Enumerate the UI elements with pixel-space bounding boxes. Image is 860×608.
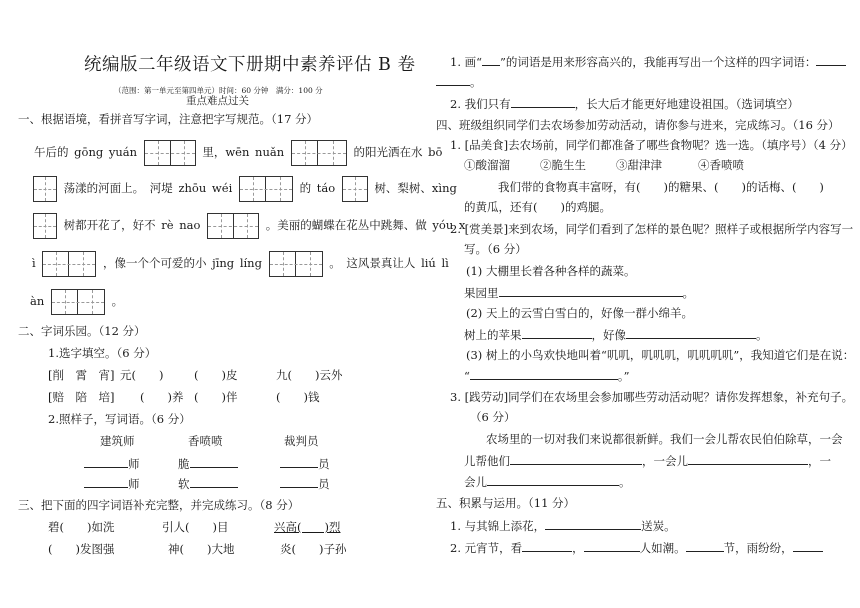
word-prefix: 软 (178, 477, 190, 491)
q1-line3 (32, 210, 465, 240)
q2-blank[interactable]: ( )养 (140, 390, 184, 404)
fill-line-birds (464, 368, 630, 384)
underline-mark (482, 54, 500, 66)
answer-blank[interactable] (522, 540, 572, 552)
q2-blank[interactable]: ( )伴 (194, 390, 238, 404)
example-sentence-1: (1) 大棚里长着各种各样的蔬菜。 (466, 264, 636, 278)
text: ，一 (808, 454, 831, 468)
r-q3-item1 (450, 54, 846, 70)
q2-blank[interactable]: ( )钱 (276, 390, 320, 404)
food-sentence: 我们带的食物真丰富呀，有( )的糖果、( )的话梅、( ) (498, 180, 824, 194)
q1-text: 的 táo (299, 181, 336, 195)
idiom-blank[interactable]: 神( )大地 (168, 542, 235, 556)
q1-text: 午后的 gōng yuán (34, 145, 138, 159)
word-row (280, 476, 330, 492)
q1-line2 (32, 173, 457, 203)
text: “ (464, 369, 470, 383)
fill-line-orchard: 果园里 。 (464, 286, 694, 300)
text: 。 (619, 475, 631, 489)
text: 树上的苹果 (464, 328, 522, 342)
q1-line4 (32, 248, 449, 278)
r-q3-item2 (450, 96, 799, 112)
q2-group2-label: [赔 陪 培] (48, 390, 115, 404)
example-word: 香喷喷 (188, 434, 223, 448)
option-3[interactable]: ③甜津津 (616, 158, 662, 172)
idiom-blank[interactable]: 炎( )子孙 (280, 542, 347, 556)
q4-heading: 四、班级组织同学们去农场参加劳动活动，请你参与进来，完成练习。（16 分） (436, 118, 840, 132)
answer-blank[interactable] (487, 474, 619, 486)
answer-blank[interactable] (84, 456, 128, 468)
answer-blank[interactable] (280, 476, 318, 488)
text: 会儿 (464, 475, 487, 489)
tianzige-box[interactable] (269, 251, 323, 277)
q2-blank[interactable]: 元( ) (120, 368, 164, 382)
farm-paragraph-line2 (464, 453, 831, 469)
idiom-blank[interactable]: ( )发图强 (48, 542, 115, 556)
tianzige-box[interactable] (144, 140, 196, 166)
word-suffix: 师 (128, 457, 140, 471)
q1-heading: 一、根据语境，看拼音写字词，注意把字写规范。（17 分） (18, 112, 319, 126)
option-4[interactable]: ④香喷喷 (698, 158, 744, 172)
answer-blank[interactable] (436, 74, 470, 86)
q1-text: 里，wēn nuǎn (202, 145, 285, 159)
idiom-blank-underlined[interactable]: 兴高( )烈 (274, 520, 341, 534)
text: 送炭。 (641, 519, 676, 533)
q1-line1 (34, 137, 442, 167)
r-q3-item1-cont (436, 74, 482, 90)
text: ，长大后才能更好地建设祖国。（选词填空） (574, 97, 799, 111)
answer-blank[interactable] (84, 476, 128, 488)
q4-item2-cont: 写。（6 分） (464, 242, 527, 256)
text: 人如潮。 (639, 541, 686, 555)
q1-text: àn (30, 294, 45, 308)
tianzige-box[interactable] (33, 176, 57, 202)
option-1[interactable]: ①酸溜溜 (464, 158, 510, 172)
tianzige-box[interactable] (239, 176, 293, 202)
q4-item3: 3. [践劳动]同学们在农场里会参加哪些劳动活动呢？请你发挥想象，补充句子。 (450, 390, 854, 404)
tianzige-box[interactable] (42, 251, 96, 277)
answer-blank[interactable] (499, 285, 683, 297)
farm-paragraph-line3 (464, 474, 631, 490)
q1-text: 荡漾的河面上。 河堤 zhōu wéi (63, 181, 233, 195)
tianzige-box[interactable] (207, 213, 259, 239)
q1-text: 树都开花了，好不 rè nao (63, 218, 201, 232)
exam-title: 统编版二年级语文下册期中素养评估 B 卷 (84, 55, 416, 75)
example-word: 建筑师 (100, 434, 135, 448)
answer-blank[interactable] (688, 453, 808, 465)
answer-blank[interactable] (584, 540, 640, 552)
text: 节，雨纷纷， (723, 541, 793, 555)
answer-blank[interactable] (470, 368, 618, 380)
section-subtitle: 重点难点过关 (186, 95, 249, 107)
text: 。” (617, 369, 630, 383)
text: ，一会儿 (642, 454, 688, 468)
word-prefix: 脆 (178, 457, 190, 471)
q1-line5 (30, 286, 123, 316)
tianzige-box[interactable] (51, 289, 105, 315)
q2-part1-heading: 1.选字填空。（6 分） (48, 346, 157, 360)
q1-text: 的阳光洒在水 bō (353, 145, 443, 159)
food-sentence-cont: 的黄瓜，还有( )的鸡腿。 (464, 200, 611, 214)
option-2[interactable]: ②脆生生 (540, 158, 586, 172)
word-row (178, 456, 238, 472)
left-column (18, 0, 466, 608)
q1-text: 。美丽的蝴蝶在花丛中跳舞、做 yóu x (265, 218, 466, 232)
answer-blank[interactable] (626, 327, 756, 339)
fill-line-apples: 树上的苹果 ，好像 。 (464, 328, 768, 342)
text: 1. 与其锦上添花， (450, 519, 546, 533)
q3-heading: 三、把下面的四字词语补充完整，并完成练习。（8 分） (18, 498, 300, 512)
q5-item1 (450, 518, 676, 534)
q2-blank[interactable]: 九( )云外 (276, 368, 343, 382)
q2-group1-label: [削 霄 宵] (48, 368, 115, 382)
q5-item2 (450, 540, 823, 556)
idiom-blank[interactable]: 碧( )如洗 (48, 520, 115, 534)
example-sentence-2: (2) 天上的云雪白雪白的，好像一群小绵羊。 (466, 306, 693, 320)
idiom-blank[interactable]: 引人( )目 (162, 520, 229, 534)
q4-item3-cont: （6 分） (470, 410, 516, 424)
answer-blank[interactable] (816, 54, 846, 66)
text: 果园里 (464, 286, 499, 300)
text: ”的词语是用来形容高兴的，我能再写出一个这样的四字词语： (500, 55, 817, 69)
q2-blank[interactable]: ( )皮 (194, 368, 238, 382)
word-row (84, 456, 140, 472)
q2-heading: 二、字词乐园。（12 分） (18, 324, 146, 338)
answer-blank[interactable] (793, 540, 823, 552)
answer-blank[interactable] (280, 456, 318, 468)
text: ， (572, 541, 584, 555)
text: 2. 元宵节，看 (450, 541, 523, 555)
right-column (436, 0, 855, 608)
answer-blank[interactable] (190, 456, 238, 468)
answer-blank[interactable] (511, 96, 575, 108)
text: 儿帮他们 (464, 454, 510, 468)
q4-item2: 2. [赏美景]来到农场，同学们看到了怎样的景色呢？照样子或根据所学内容写一 (450, 222, 854, 236)
q1-text: 。 这风景真让人 liú lì (329, 256, 449, 270)
tianzige-box[interactable] (33, 213, 57, 239)
answer-blank[interactable] (190, 476, 238, 488)
q5-heading: 五、积累与运用。（11 分） (436, 496, 576, 510)
word-row (280, 456, 330, 472)
word-suffix: 员 (318, 457, 330, 471)
answer-blank[interactable] (545, 518, 641, 530)
example-word: 裁判员 (284, 434, 319, 448)
q4-item1: 1. [品美食]去农场前，同学们都准备了哪些食物呢？选一选。（填序号）（4 分） (450, 138, 853, 152)
answer-blank[interactable] (510, 453, 642, 465)
farm-paragraph: 农场里的一切对我们来说都很新鲜。我们一会儿帮农民伯伯除草，一会 (486, 432, 843, 446)
q1-text: ì (32, 256, 36, 270)
word-row (84, 476, 140, 492)
answer-blank[interactable] (522, 327, 592, 339)
q1-text: 。 (111, 294, 124, 308)
word-suffix: 师 (128, 477, 140, 491)
word-suffix: 员 (318, 477, 330, 491)
word-row (178, 476, 238, 492)
exam-meta: （范围：第一单元至第四单元）时间：60 分钟 满分：100 分 (114, 86, 323, 95)
text: 2. 我们只有 (450, 97, 511, 111)
q1-text: 树、梨树、xìng (374, 181, 457, 195)
example-sentence-3: (3) 树上的小鸟欢快地叫着“叽叽，叽叽叽，叽叽叽叽”，我知道它们是在说： (466, 348, 855, 362)
answer-blank[interactable] (686, 540, 724, 552)
tianzige-box[interactable] (291, 140, 347, 166)
text: 1. 画“ (450, 55, 483, 69)
text: ，好像 (591, 328, 626, 342)
q1-text: ，像一个个可爱的小 jīng líng (103, 256, 262, 270)
text: 。 (470, 75, 482, 89)
q2-part2-heading: 2.照样子，写词语。（6 分） (48, 412, 191, 426)
tianzige-box[interactable] (342, 176, 368, 202)
